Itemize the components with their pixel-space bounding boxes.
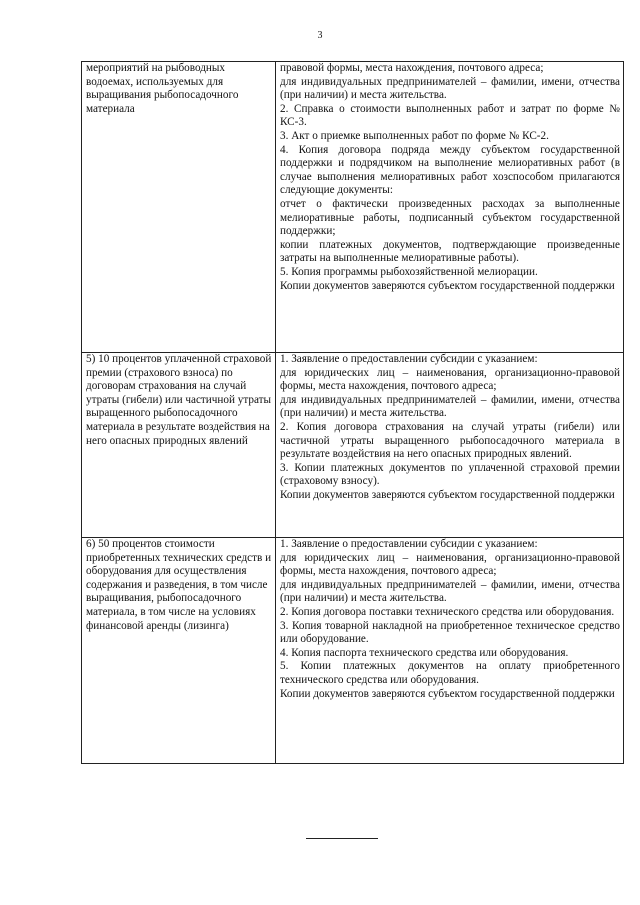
documents-cell [276, 62, 624, 353]
documents-cell [276, 538, 624, 764]
document-line: 1. Заявление о предоставлении субсидии с указанием: [280, 353, 538, 365]
document-line: 5. Копия программы рыбохозяйственной мелиорации. [280, 265, 538, 278]
document-line: копии платежных документов, подтверждающие произведенные затраты на выполненные мелиоративные работы). [280, 238, 620, 265]
document-line: 2. Копия договора поставки технического средства или оборудования. [280, 605, 615, 618]
document-line: 4. Копия паспорта технического средства или оборудования. [280, 646, 569, 659]
table-row [82, 353, 624, 538]
document-line: Копии документов заверяются субъектом государственной поддержки [280, 687, 615, 700]
condition-cell [82, 353, 276, 538]
table-row [82, 538, 624, 764]
document-table [81, 61, 624, 764]
condition-text: 6) 50 процентов стоимости приобретенных технических средств и оборудования для осуществления содержания и разведения, в том числе выращивания, рыбопосадочного материала, в том числе на условиях финансовой аренды (лизинга) [86, 538, 272, 632]
document-line: для юридических лиц – наименования, организационно-правовой формы, места нахождения, почтового адреса; [280, 551, 620, 578]
document-line: 3. Копия товарной накладной на приобретенное техническое средство или оборудование. [280, 619, 620, 646]
document-line: 4. Копия договора подряда между субъектом государственной поддержки и подрядчиком на выполнение мелиоративных работ (в случае выполнения мелиоративных работ хозспособом прилагаются следующие документы: [280, 143, 620, 197]
document-line: 3. Акт о приемке выполненных работ по форме № КС-2. [280, 129, 549, 142]
document-line: Копии документов заверяются субъектом государственной поддержки [280, 488, 615, 501]
documents-cell [276, 353, 624, 538]
footer-rule [306, 838, 378, 839]
document-line: 2. Копия договора страхования на случай утраты (гибели) или частичной утраты выращенного рыбопосадочного материала в результате воздействия на него опасных природных явлений. [280, 420, 620, 461]
document-line: 1. Заявление о предоставлении субсидии с указанием: [280, 538, 538, 550]
document-line: 5. Копии платежных документов на оплату приобретенного технического средства или оборудования. [280, 660, 620, 686]
document-line: для юридических лиц – наименования, организационно-правовой формы, места нахождения, почтового адреса; [280, 366, 620, 393]
condition-cell [82, 538, 276, 764]
condition-text: 5) 10 процентов уплаченной страховой премии (страхового взноса) по договорам страхования на случай утраты (гибели) или частичной утраты выращенного рыбопосадочного материала в результате воздействия на него опасных природных явлений [86, 353, 272, 447]
document-line: для индивидуальных предпринимателей – фамилии, имени, отчества (при наличии) и места жительства. [280, 393, 620, 420]
document-line: для индивидуальных предпринимателей – фамилии, имени, отчества (при наличии) и места жительства. [280, 578, 620, 605]
page-number: 3 [317, 30, 323, 41]
condition-cell [82, 62, 276, 353]
table-row [82, 62, 624, 353]
document-line: отчет о фактически произведенных расходах за выполненные мелиоративные работы, подписанный субъектом государственной поддержки; [280, 197, 620, 238]
condition-text: мероприятий на рыбоводных водоемах, используемых для выращивания рыбопосадочного материала [86, 62, 239, 115]
document-line: 3. Копии платежных документов по уплаченной страховой премии (страховому взносу). [280, 461, 620, 488]
document-line: 2. Справка о стоимости выполненных работ и затрат по форме № КС-3. [280, 102, 620, 129]
document-line: для индивидуальных предпринимателей – фамилии, имени, отчества (при наличии) и места жительства. [280, 75, 620, 102]
document-line: правовой формы, места нахождения, почтового адреса; [280, 62, 544, 74]
document-line: Копии документов заверяются субъектом государственной поддержки [280, 279, 615, 292]
